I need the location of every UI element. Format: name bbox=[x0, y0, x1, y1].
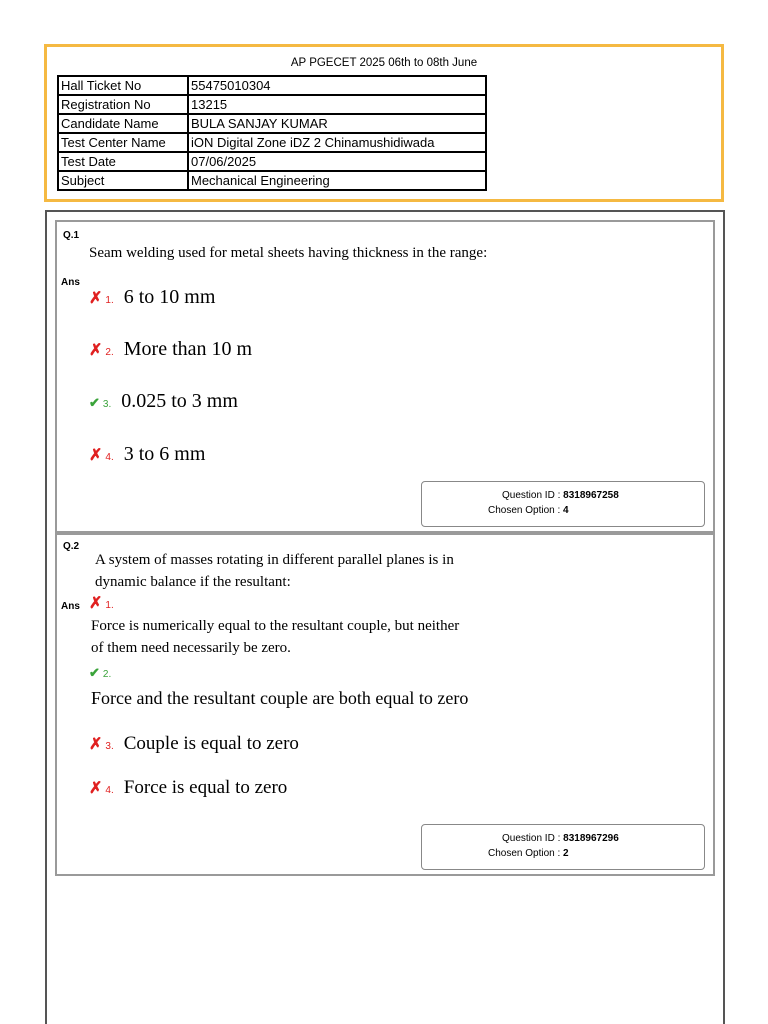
question-number: Q.2 bbox=[63, 541, 80, 552]
registration-value: 13215 bbox=[188, 95, 486, 114]
wrong-cross-icon: ✗ bbox=[89, 595, 103, 612]
table-row bbox=[58, 114, 486, 133]
table-row bbox=[58, 95, 486, 114]
question-id-label: Question ID : bbox=[502, 490, 561, 501]
test-date-value: 07/06/2025 bbox=[188, 152, 486, 171]
table-row bbox=[58, 152, 486, 171]
hall-ticket-label: Hall Ticket No bbox=[58, 76, 188, 95]
hall-ticket-value: 55475010304 bbox=[188, 76, 486, 95]
question-id-label: Question ID : bbox=[502, 833, 561, 844]
test-date-label: Test Date bbox=[58, 152, 188, 171]
candidate-header bbox=[44, 44, 724, 202]
correct-check-icon: ✔ bbox=[89, 665, 100, 680]
chosen-option-line bbox=[422, 846, 704, 861]
option-number: 3. bbox=[102, 399, 112, 410]
question-id-line bbox=[422, 488, 704, 503]
question-card-2 bbox=[55, 533, 715, 876]
wrong-cross-icon: ✗ bbox=[89, 736, 103, 753]
question-text bbox=[95, 549, 454, 593]
test-center-value: iON Digital Zone iDZ 2 Chinamushidiwada bbox=[188, 133, 486, 152]
option-number: 1. bbox=[105, 295, 114, 306]
option-text: Couple is equal to zero bbox=[123, 733, 299, 754]
option-text: 3 to 6 mm bbox=[123, 443, 206, 465]
option-4 bbox=[89, 777, 287, 799]
correct-check-icon: ✔ bbox=[89, 395, 100, 410]
option-2 bbox=[89, 338, 252, 361]
option-number: 1. bbox=[105, 600, 114, 611]
option-2-text: Force and the resultant couple are both equal to zero bbox=[91, 688, 469, 708]
subject-value: Mechanical Engineering bbox=[188, 171, 486, 190]
question-info-box bbox=[421, 824, 705, 870]
option-number: 3. bbox=[105, 741, 114, 752]
option-text-line: Force is numerically equal to the resultant couple, but neither bbox=[91, 618, 460, 634]
candidate-name-value: BULA SANJAY KUMAR bbox=[188, 114, 486, 133]
chosen-option-label: Chosen Option : bbox=[488, 505, 561, 516]
option-text: 6 to 10 mm bbox=[123, 286, 216, 308]
question-card-1 bbox=[55, 220, 715, 533]
option-text: More than 10 m bbox=[123, 338, 253, 360]
option-text: Force is equal to zero bbox=[123, 777, 288, 798]
table-row bbox=[58, 133, 486, 152]
candidate-info-table bbox=[57, 75, 487, 191]
registration-label: Registration No bbox=[58, 95, 188, 114]
question-info-box bbox=[421, 481, 705, 527]
question-id-value: 8318967296 bbox=[563, 833, 619, 844]
option-3 bbox=[89, 733, 299, 755]
question-text-line: A system of masses rotating in different parallel planes is in bbox=[95, 552, 454, 568]
chosen-option-line bbox=[422, 503, 704, 518]
question-text-line: dynamic balance if the resultant: bbox=[95, 574, 291, 590]
wrong-cross-icon: ✗ bbox=[89, 290, 103, 307]
chosen-option-label: Chosen Option : bbox=[488, 848, 561, 859]
option-text: 0.025 to 3 mm bbox=[121, 390, 238, 412]
option-1-text bbox=[91, 615, 459, 659]
question-text: Seam welding used for metal sheets having thickness in the range: bbox=[89, 245, 488, 261]
chosen-option-value: 2 bbox=[563, 848, 569, 859]
wrong-cross-icon: ✗ bbox=[89, 342, 103, 359]
option-number: 2. bbox=[105, 347, 114, 358]
candidate-name-label: Candidate Name bbox=[58, 114, 188, 133]
option-text-line: of them need necessarily be zero. bbox=[91, 640, 291, 656]
option-1 bbox=[89, 286, 215, 309]
chosen-option-value: 4 bbox=[563, 505, 569, 516]
option-1-marker bbox=[89, 593, 124, 613]
question-id-line bbox=[422, 831, 704, 846]
table-row bbox=[58, 76, 486, 95]
exam-title: AP PGECET 2025 06th to 08th June bbox=[290, 57, 478, 69]
subject-label: Subject bbox=[58, 171, 188, 190]
question-number: Q.1 bbox=[63, 230, 80, 241]
option-3 bbox=[89, 390, 238, 413]
option-4 bbox=[89, 443, 205, 466]
wrong-cross-icon: ✗ bbox=[89, 447, 103, 464]
question-id-value: 8318967258 bbox=[563, 490, 619, 501]
answer-label: Ans bbox=[61, 277, 80, 288]
test-center-label: Test Center Name bbox=[58, 133, 188, 152]
option-number: 2. bbox=[102, 669, 112, 680]
option-number: 4. bbox=[105, 452, 114, 463]
option-number: 4. bbox=[105, 785, 114, 796]
option-2-marker bbox=[89, 665, 121, 681]
table-row bbox=[58, 171, 486, 190]
wrong-cross-icon: ✗ bbox=[89, 780, 103, 797]
answer-label: Ans bbox=[61, 601, 80, 612]
